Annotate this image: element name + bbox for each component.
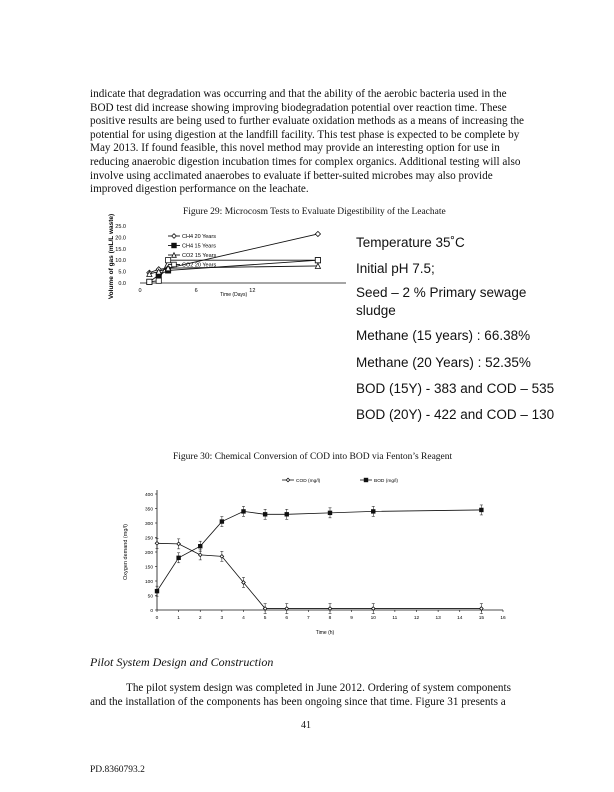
x-tick-label: 16 xyxy=(500,616,506,621)
text-line: potential for using digestion at the landfill facility. This test phase is expected to be complete by xyxy=(90,128,520,141)
legend-label: CO2 15 Years xyxy=(182,253,217,259)
x-tick-label: 2 xyxy=(198,616,202,621)
x-tick-label: 6 xyxy=(194,288,198,294)
series-line xyxy=(157,543,481,608)
text-line: involve using acclimated anaerobes to evaluate if better-suited microbes may also provide xyxy=(90,169,493,182)
y-tick-label: 15.0 xyxy=(115,246,126,253)
x-tick-label: 12 xyxy=(249,288,256,294)
y-tick-label: 300 xyxy=(144,521,153,527)
page-number: 41 xyxy=(301,720,311,731)
text-line: indicate that degradation was occurring and that the ability of the aerobic bacteria used in the xyxy=(90,88,507,100)
legend-label: CH4 20 Years xyxy=(182,234,216,240)
data-point xyxy=(177,542,181,546)
data-point xyxy=(263,513,267,517)
data-point xyxy=(480,508,484,512)
y-tick-label: 350 xyxy=(144,507,153,513)
figure29-caption: Figure 29: Microcosm Tests to Evaluate Digestibility of the Leachate xyxy=(183,207,446,217)
section-heading: Pilot System Design and Construction xyxy=(90,655,274,669)
series-line xyxy=(157,510,481,591)
y-tick-label: 200 xyxy=(144,550,153,556)
x-tick-label: 3 xyxy=(220,616,224,621)
x-tick-label: 14 xyxy=(457,616,463,621)
legend-label: CH4 15 Years xyxy=(182,243,216,250)
text-line: May 2013. If found feasible, this novel method may provide an interesting option for use in xyxy=(90,142,500,155)
y-tick-label: 250 xyxy=(144,536,153,542)
y-tick-label: 400 xyxy=(144,492,153,498)
data-point xyxy=(328,511,332,515)
data-point xyxy=(155,542,159,546)
x-tick-label: 5 xyxy=(263,616,267,621)
x-axis-label: Time (h) xyxy=(315,630,335,636)
figure30-caption: Figure 30: Chemical Conversion of COD into BOD via Fenton’s Reagent xyxy=(173,452,453,462)
y-axis-label: Oxygen demand (mg/l) xyxy=(123,524,129,580)
x-tick-label: 10 xyxy=(370,616,376,621)
data-point xyxy=(286,478,290,482)
body-paragraph xyxy=(90,682,530,709)
x-tick-label: 8 xyxy=(328,616,332,621)
x-tick-label: 12 xyxy=(413,616,420,621)
x-tick-label: 1 xyxy=(177,616,180,621)
text-line: The pilot system design was completed in June 2012. Ordering of system components xyxy=(126,682,511,694)
text-line: and the installation of the components has been ongoing since that time. Figure 31 presents a xyxy=(90,695,506,708)
legend-label: BOD (mg/l) xyxy=(374,478,398,484)
x-tick-label: 0 xyxy=(155,616,159,621)
annotation-methane-15: Methane (15 years) : 66.38% xyxy=(356,328,531,343)
y-tick-label: 5.0 xyxy=(118,269,126,276)
data-point xyxy=(198,544,202,548)
data-point xyxy=(155,589,159,593)
text-line: improved digestion performance on the leachate. xyxy=(90,183,309,196)
data-point xyxy=(242,510,246,514)
x-tick-label: 11 xyxy=(392,616,398,621)
data-point xyxy=(371,510,375,514)
x-tick-label: 7 xyxy=(307,616,310,621)
annotation-seed-cont: sludge xyxy=(356,303,396,318)
annotation-bod-15: BOD (15Y) - 383 and COD – 535 xyxy=(356,381,555,396)
annotation-bod-20: BOD (20Y) - 422 and COD – 130 xyxy=(356,407,555,422)
legend-label: COD (mg/l) xyxy=(296,478,321,484)
annotation-methane-20: Methane (20 Years) : 52.35% xyxy=(356,355,531,370)
y-tick-label: 100 xyxy=(144,579,153,585)
data-point xyxy=(177,556,181,560)
y-tick-label: 25.0 xyxy=(115,224,126,230)
x-tick-label: 4 xyxy=(242,616,245,621)
data-point xyxy=(220,520,224,524)
text-line: BOD test did increase showing improving biodegradation potential over reaction time. These xyxy=(90,101,507,114)
legend-label: CO2 20 Years xyxy=(182,262,217,269)
data-point xyxy=(364,478,368,482)
x-tick-label: 13 xyxy=(435,616,441,621)
annotation-seed: Seed – 2 % Primary sewage xyxy=(356,285,527,300)
data-point xyxy=(285,513,289,517)
annotation-temperature: Temperature 35˚C xyxy=(356,235,465,250)
data-point xyxy=(198,553,202,557)
annotation-ph: Initial pH 7.5; xyxy=(356,261,435,276)
x-tick-label: 9 xyxy=(350,616,353,621)
y-tick-label: 150 xyxy=(144,565,153,571)
x-tick-label: 0 xyxy=(138,288,142,294)
x-tick-label: 15 xyxy=(478,616,485,621)
document-id: PD.8360793.2 xyxy=(90,765,145,775)
text-line: positive results are being used to further evaluate oxidation methods as a means of increasing the xyxy=(90,115,525,128)
text-line: reducing anaerobic digestion incubation times for complex organics. Additional testing will also xyxy=(90,155,521,168)
y-tick-label: 0.0 xyxy=(118,281,126,287)
x-axis-label: Time (Days) xyxy=(220,292,248,298)
y-axis-label: Volume of gas (mL/L waste) xyxy=(108,213,115,300)
y-tick-label: 20.0 xyxy=(115,235,126,242)
x-tick-label: 6 xyxy=(285,616,289,621)
y-tick-label: 0 xyxy=(150,608,153,614)
y-tick-label: 50 xyxy=(147,594,153,600)
y-tick-label: 10.0 xyxy=(115,258,126,265)
